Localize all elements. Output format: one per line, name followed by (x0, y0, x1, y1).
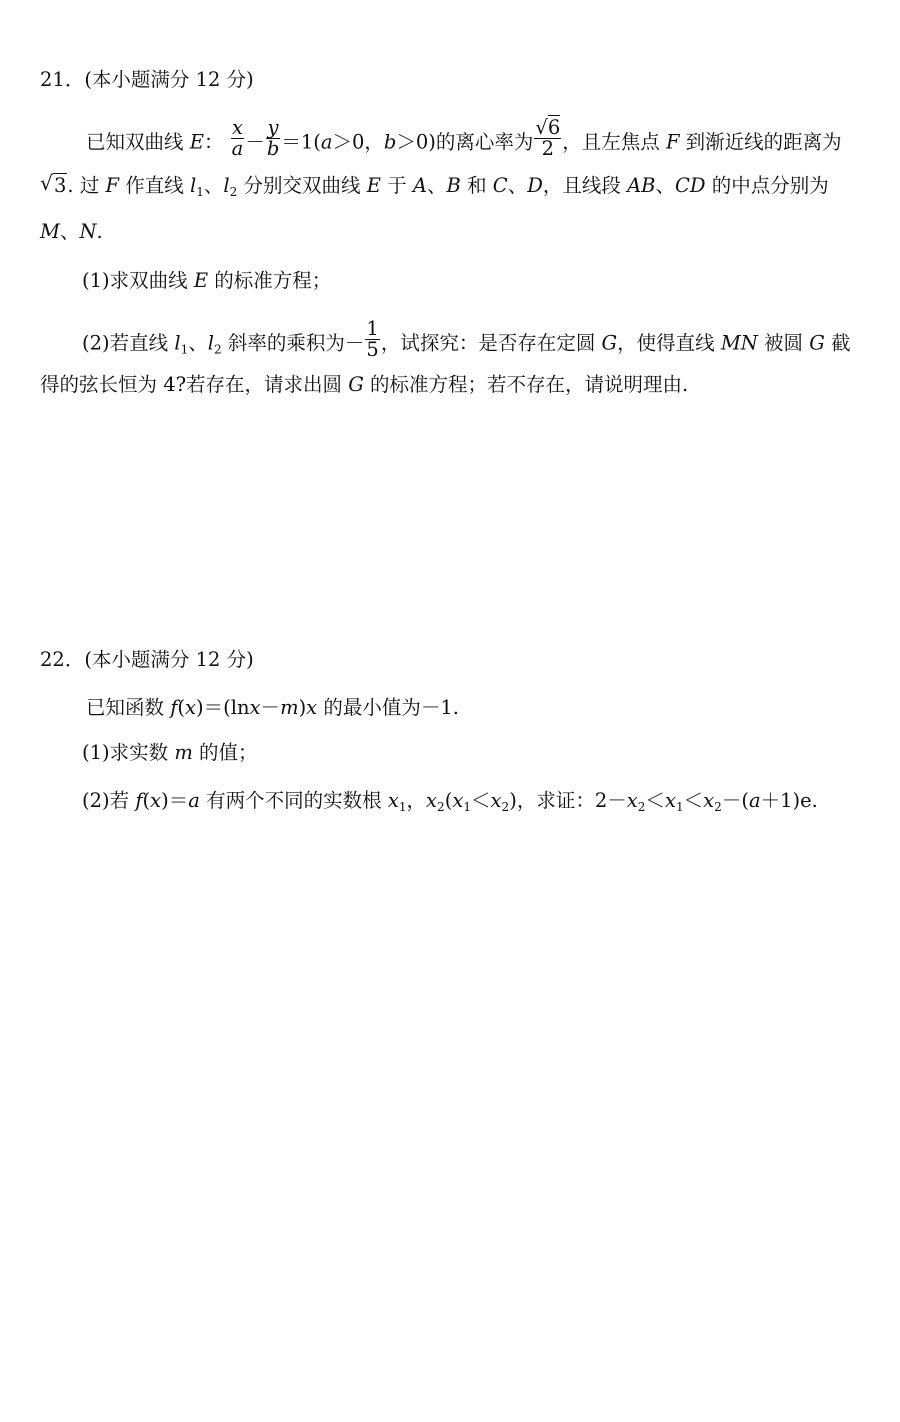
text: ，使得直线 (617, 331, 721, 355)
subscript: 2 (501, 800, 510, 815)
var-x: x (306, 696, 318, 719)
text: 和 (460, 174, 493, 197)
var-G: G (348, 373, 364, 396)
text: 的值； (192, 741, 258, 764)
text: ) (298, 696, 307, 719)
radicand: 3 (54, 174, 67, 197)
var-l: l (189, 174, 197, 197)
q21-stem-line1 (86, 116, 842, 164)
q21-stem-line3 (40, 222, 103, 242)
var-x: x (387, 789, 399, 812)
var-x: x (703, 789, 715, 812)
var-x: x (490, 789, 502, 812)
text: ＞0， (332, 130, 384, 154)
var-m: m (174, 741, 193, 764)
text: 、 (507, 174, 528, 197)
denominator: 5 (366, 338, 379, 362)
subscript: 2 (637, 800, 646, 815)
subscript: 1 (196, 185, 204, 200)
text: － (260, 696, 281, 719)
text: ，且左焦点 (562, 130, 666, 154)
text: 、 (188, 331, 208, 355)
fraction-eccentricity (534, 118, 561, 160)
text: ， (406, 789, 427, 812)
numerator: 1 (366, 317, 379, 340)
denominator: 2 (541, 137, 555, 161)
q22-stem: 已知函数 f(x)＝(lnx－m)x 的最小值为－1. (86, 696, 459, 719)
subscript: 1 (180, 342, 189, 357)
var-E: E (366, 174, 382, 197)
var-AB: AB (627, 174, 656, 197)
text: 、 (655, 174, 675, 197)
q21-subquestion-2-line1 (82, 317, 851, 365)
radical-sign: √ (535, 116, 548, 139)
numerator: x (231, 116, 243, 139)
text: 于 (381, 174, 413, 197)
q21-subquestion-1 (82, 271, 331, 291)
numerator (534, 118, 561, 139)
var-E: E (193, 269, 209, 292)
var-N: N (79, 220, 97, 243)
text: 的中点分别为 (705, 174, 829, 197)
var-x: x (626, 789, 638, 812)
text: (1)求实数 (82, 741, 175, 764)
var-D: D (527, 174, 543, 197)
text: ＝ (168, 789, 189, 812)
text: ＋1)e. (760, 789, 818, 812)
text: 的标准方程；若不存在，请说明理由. (363, 373, 689, 396)
text: 有两个不同的实数根 (199, 789, 388, 812)
var-E: E (189, 130, 204, 154)
var-x: x (664, 789, 676, 812)
var-C: C (492, 174, 508, 197)
text: 的最小值为－1. (317, 696, 459, 719)
text: 的标准方程； (208, 269, 332, 292)
text: (1)求双曲线 (82, 269, 194, 292)
text: 、 (427, 174, 447, 197)
var-f: f (135, 789, 143, 812)
q22-subquestion-1 (82, 743, 258, 763)
text: －( (721, 789, 749, 812)
var-MN: MN (720, 331, 758, 355)
text: ＜ (645, 789, 665, 812)
var-a: a (188, 789, 200, 812)
var-G: G (809, 331, 825, 355)
text: )，求证：2－ (509, 789, 627, 812)
sqrt-3 (40, 171, 67, 197)
text: 已知双曲线 (86, 130, 190, 154)
subscript: 1 (675, 800, 684, 815)
denominator: a (231, 137, 244, 161)
denominator: b (266, 137, 280, 161)
text: . 过 (67, 174, 106, 197)
subscript: 2 (229, 185, 238, 200)
text: ＜ (471, 789, 491, 812)
text: ( (444, 789, 453, 812)
subscript: 2 (437, 800, 445, 815)
text: ，试探究：是否存在定圆 (380, 331, 602, 355)
var-B: B (446, 174, 461, 197)
var-M: M (40, 220, 60, 243)
text: 、 (203, 174, 224, 197)
var-A: A (412, 174, 428, 197)
text: ： (203, 130, 224, 154)
var-a: a (320, 130, 333, 154)
var-x: x (185, 696, 197, 719)
text: ，且线段 (542, 174, 628, 197)
fraction-one-fifth (365, 319, 379, 361)
subscript: 2 (214, 342, 222, 357)
var-x: x (249, 696, 261, 719)
q21-stem-line2 (40, 171, 829, 200)
minus-sign: － (245, 130, 265, 154)
subscript: 1 (398, 800, 407, 815)
var-x: x (426, 789, 438, 812)
text: ＝1( (281, 130, 321, 154)
text: (2)若直线 (82, 331, 175, 355)
text: ＜ (683, 789, 704, 812)
text: 作直线 (119, 174, 190, 197)
var-b: b (383, 130, 397, 154)
numerator: y (267, 116, 279, 139)
fraction-y-over-b (266, 118, 280, 160)
text: 、 (59, 220, 80, 243)
text: (2)若 (82, 789, 136, 812)
radicand: 6 (547, 116, 561, 139)
text: 分别交双曲线 (237, 174, 367, 197)
var-G: G (601, 331, 618, 355)
var-l: l (223, 174, 230, 197)
q22-header: 22．(本小题满分 12 分) (40, 648, 254, 671)
var-a: a (748, 789, 761, 812)
text: 截 (824, 331, 851, 355)
q22-subquestion-2: (2)若 f(x)＝a 有两个不同的实数根 $x_1$，$x_2(x_1<x_2)$，求证：$2-x_2<x_1<x_2-(a+1)e$. (82, 789, 818, 815)
radical-sign: √ (40, 171, 54, 195)
var-m: m (280, 696, 299, 719)
var-F: F (665, 130, 680, 154)
fraction-x-over-a (231, 118, 245, 160)
var-F: F (105, 174, 120, 197)
subscript: 1 (463, 800, 472, 815)
text: 得的弦长恒为 4?若存在，请求出圆 (40, 373, 349, 396)
subscript: 2 (714, 800, 722, 815)
text: ＝(ln (203, 696, 250, 719)
text: 已知函数 (86, 696, 171, 719)
text: 斜率的乘积为－ (221, 331, 365, 355)
var-x: x (452, 789, 464, 812)
text: 被圆 (757, 331, 810, 355)
var-l: l (207, 331, 215, 355)
q21-header: 21．(本小题满分 12 分) (40, 68, 254, 91)
text: . (96, 220, 103, 243)
var-l: l (174, 331, 181, 355)
text: ＞0)的离心率为 (396, 130, 534, 154)
q21-subquestion-2-line2 (40, 375, 688, 395)
text: 到渐近线的距离为 (679, 130, 842, 154)
var-CD: CD (675, 174, 706, 197)
var-f: f (170, 696, 178, 719)
var-x: x (150, 789, 162, 812)
